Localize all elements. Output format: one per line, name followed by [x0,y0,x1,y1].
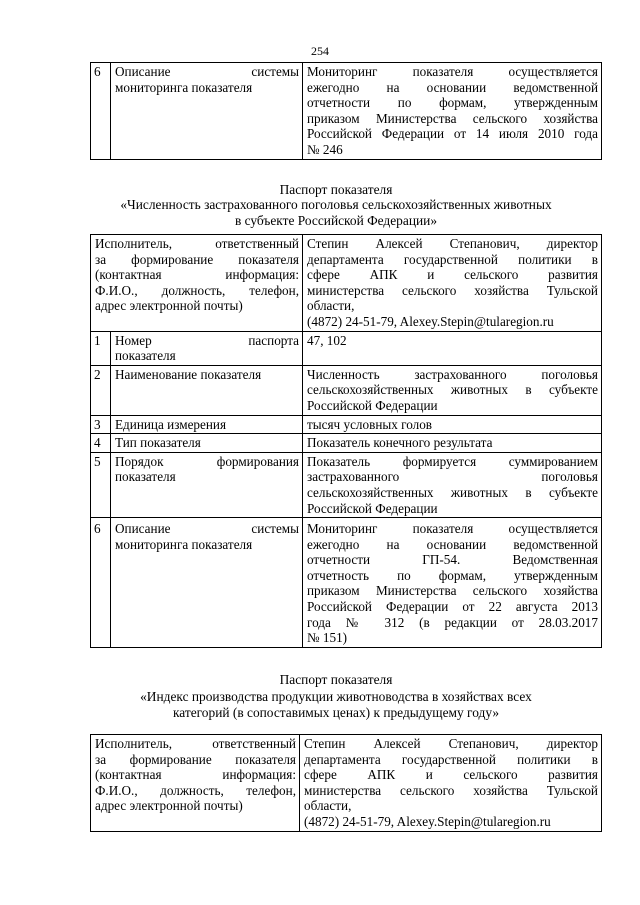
text-line: (4872) 24-51-79, Alexey.Stepin@tularegion.ru [307,313,554,329]
text-line: Номер паспорта [115,332,299,348]
text-line: мониторинга показателя [115,79,253,95]
text-line: Численность застрахованного поголовья [307,366,598,382]
text-line: приказом Министерства сельского хозяйства [307,583,598,599]
row-value [303,365,602,415]
title-line: Паспорт показателя [279,672,393,687]
text-line: сфере АПК и сельского развития [307,267,598,283]
text-line: показателя [115,348,176,364]
text-line: сфере АПК и сельского развития [304,767,598,783]
text-line: Российской Федерации от 14 июля 2010 года [307,126,598,142]
text-line: № 151) [307,630,348,646]
title-line: «Индекс производства продукции животноводства в хозяйствах всех [140,689,532,705]
text-line: ежегодно на основании ведомственной [307,79,598,95]
text-line: Исполнитель, ответственный [95,236,299,251]
text-line: отчетность по формам, утвержденным [307,567,598,583]
text-line: Степин Алексей Степанович, директор [307,236,598,251]
passport2-table [90,734,602,832]
row-label [111,331,303,365]
row-number: 6 [91,63,111,160]
text-line: (контактная информация: [95,767,296,783]
table-row [91,331,602,365]
top-table [90,62,602,160]
text-line: ежегодно на основании ведомственной [307,536,598,552]
text-line: Российской Федерации [307,397,438,413]
text-line: Единица измерения [115,416,227,432]
text-line: № 246 [307,141,343,157]
title-line: в субъекте Российской Федерации» [234,212,438,228]
executor-value [300,735,602,832]
executor-row [91,235,602,332]
text-line: департамента государственной политики в [307,251,598,267]
text-line: года № 312 (в редакции от 28.03.2017 [307,614,598,630]
table-row [91,434,602,453]
title-line: «Численность застрахованного поголовья сельскохозяйственных животных [120,197,552,213]
text-line: отчетности ГП-54. Ведомственная [307,552,598,568]
text-line: Исполнитель, ответственный [95,736,296,751]
text-line: министерства сельского хозяйства Тульской [304,782,598,798]
row-number: 1 [91,331,111,365]
text-line: сельскохозяйственных животных в субъекте [307,382,598,398]
row-label [111,434,303,453]
text-line: застрахованного поголовья [307,469,598,485]
executor-label [91,235,303,332]
passport2-title [60,672,612,720]
row-label [111,452,303,517]
executor-value [303,235,602,332]
text-line: отчетности по формам, утвержденным [307,95,598,111]
text-line: министерства сельского хозяйства Тульской [307,282,598,298]
page-number: 254 [311,44,329,58]
executor-label [91,735,300,832]
passport1-title [60,182,612,228]
row-label [111,365,303,415]
table-row [91,415,602,434]
row-value [303,415,602,434]
row-value [303,434,602,453]
table-row [91,518,602,648]
text-line: департамента государственной политики в [304,751,598,767]
row-label [111,63,303,160]
text-line: Российской Федерации [307,500,438,516]
text-line: адрес электронной почты) [95,298,243,314]
text-line: сельскохозяйственных животных в субъекте [307,484,598,500]
row-label [111,518,303,648]
text-line: за формирование показателя [95,751,296,767]
text-line: Российской Федерации от 22 августа 2013 [307,599,598,615]
text-line: Ф.И.О., должность, телефон, [95,782,296,798]
text-line: адрес электронной почты) [95,798,243,814]
row-label [111,415,303,434]
text-line: области, [307,298,355,314]
text-line: Ф.И.О., должность, телефон, [95,282,299,298]
text-line: Мониторинг показателя осуществляется [307,64,598,79]
text-line: (контактная информация: [95,267,299,283]
row-value [303,331,602,365]
table-row [91,63,602,160]
row-value [303,518,602,648]
title-line: категорий (в сопоставимых ценах) к предыдущему году» [172,704,500,720]
text-line: Мониторинг показателя осуществляется [307,521,598,537]
row-value [303,63,602,160]
text-line: Описание системы [115,521,299,537]
text-line: Степин Алексей Степанович, директор [304,736,598,751]
text-line: 47, 102 [307,332,347,348]
executor-row [91,735,602,832]
table-row [91,365,602,415]
row-value [303,452,602,517]
title-line: Паспорт показателя [279,182,393,197]
text-line: тысяч условных голов [307,416,433,432]
passport1-table [90,234,602,648]
text-line: за формирование показателя [95,251,299,267]
text-line: области, [304,798,352,814]
text-line: Наименование показателя [115,366,262,382]
text-line: Показатель формируется суммированием [307,453,598,469]
text-line: приказом Министерства сельского хозяйства [307,110,598,126]
row-number: 3 [91,415,111,434]
row-number: 6 [91,518,111,648]
row-number: 5 [91,452,111,517]
row-number: 4 [91,434,111,453]
table-row [91,452,602,517]
text-line: Тип показателя [115,435,201,451]
text-line: мониторинга показателя [115,536,253,552]
row-number: 2 [91,365,111,415]
text-line: Показатель конечного результата [307,435,493,451]
text-line: Описание системы [115,64,299,79]
text-line: (4872) 24-51-79, Alexey.Stepin@tularegion.ru [304,813,551,829]
text-line: показателя [115,469,176,485]
text-line: Порядок формирования [115,453,299,469]
